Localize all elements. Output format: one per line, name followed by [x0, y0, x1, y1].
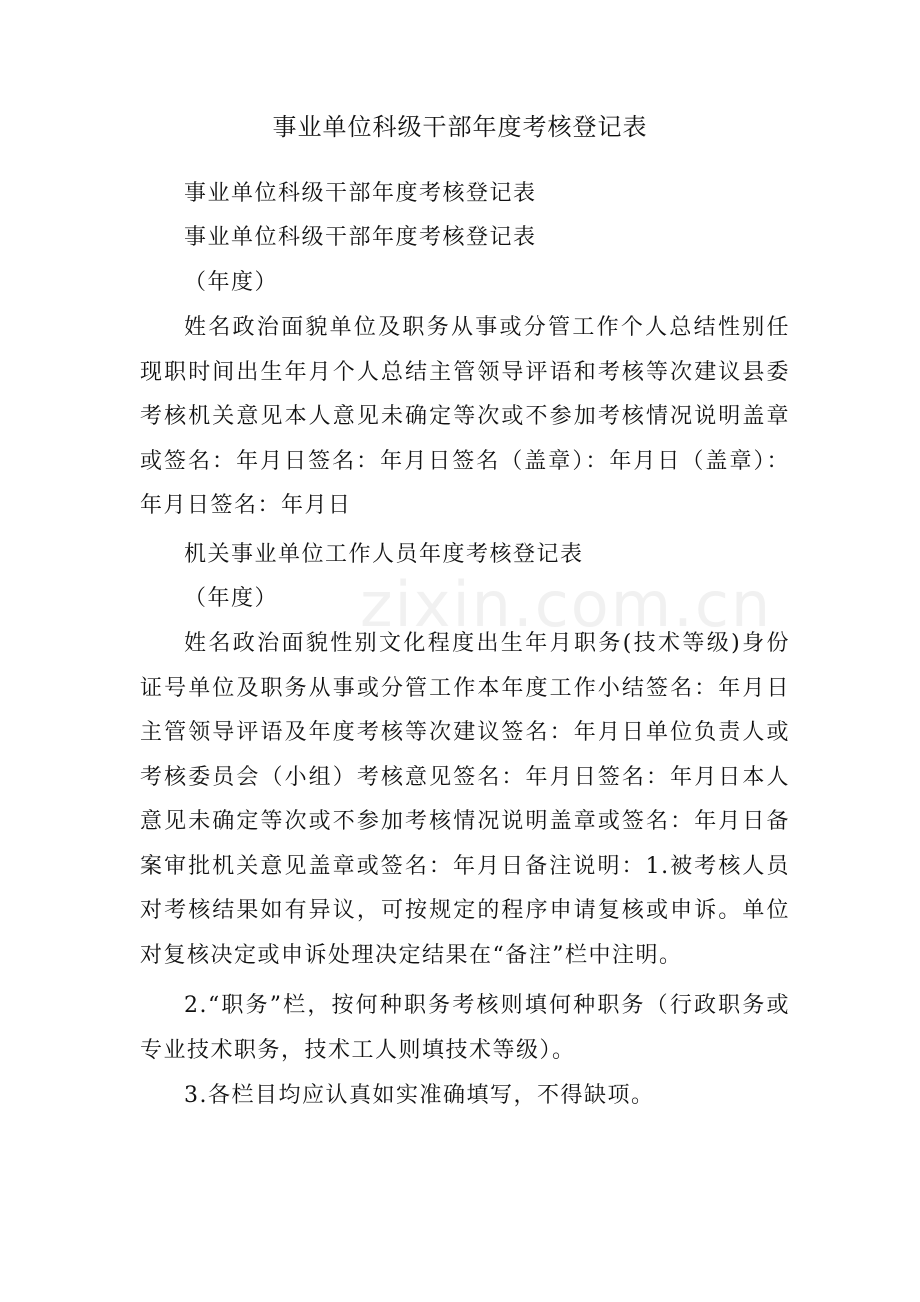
- paragraph-year-2: （年度）: [184, 586, 279, 611]
- paragraph-form-fields-1: 姓名政治面貌单位及职务从事或分管工作个人总结性别任现职时间出生年月个人总结主管领导评语和考核等次建议县委考核机关意见本人意见未确定等次或不参加考核情况说明盖章或签名：年月日签名：年月日签名（盖章）：年月日（盖章）：年月日签名：年月日: [140, 315, 790, 518]
- paragraph-note-2: 2.“职务”栏，按何种职务考核则填何种职务（行政职务或专业技术职务，技术工人则填技术等级）。: [140, 993, 790, 1063]
- paragraph-year-1: （年度）: [184, 270, 279, 295]
- paragraph-subtitle-2: 事业单位科级干部年度考核登记表: [184, 225, 537, 250]
- paragraph-form-fields-2: 姓名政治面貌性别文化程度出生年月职务(技术等级)身份证号单位及职务从事或分管工作本年度工作小结签名：年月日主管领导评语及年度考核等次建议签名：年月日单位负责人或考核委员会（小组）考核意见签名：年月日签名：年月日本人意见未确定等次或不参加考核情况说明盖章或签名：年月日备案审批机关意见盖章或签名：年月日备注说明：1.被考核人员对考核结果如有异议，可按规定的程序申请复核或申诉。单位对复核决定或申诉处理决定结果在“备注”栏中注明。: [140, 631, 790, 968]
- watermark: zixin.com.cn: [360, 568, 773, 641]
- document-title: 事业单位科级干部年度考核登记表: [272, 113, 648, 141]
- paragraph-note-3: 3.各栏目均应认真如实准确填写，不得缺项。: [184, 1083, 655, 1108]
- paragraph-subtitle-1: 事业单位科级干部年度考核登记表: [184, 181, 537, 206]
- paragraph-subtitle-3: 机关事业单位工作人员年度考核登记表: [184, 542, 584, 567]
